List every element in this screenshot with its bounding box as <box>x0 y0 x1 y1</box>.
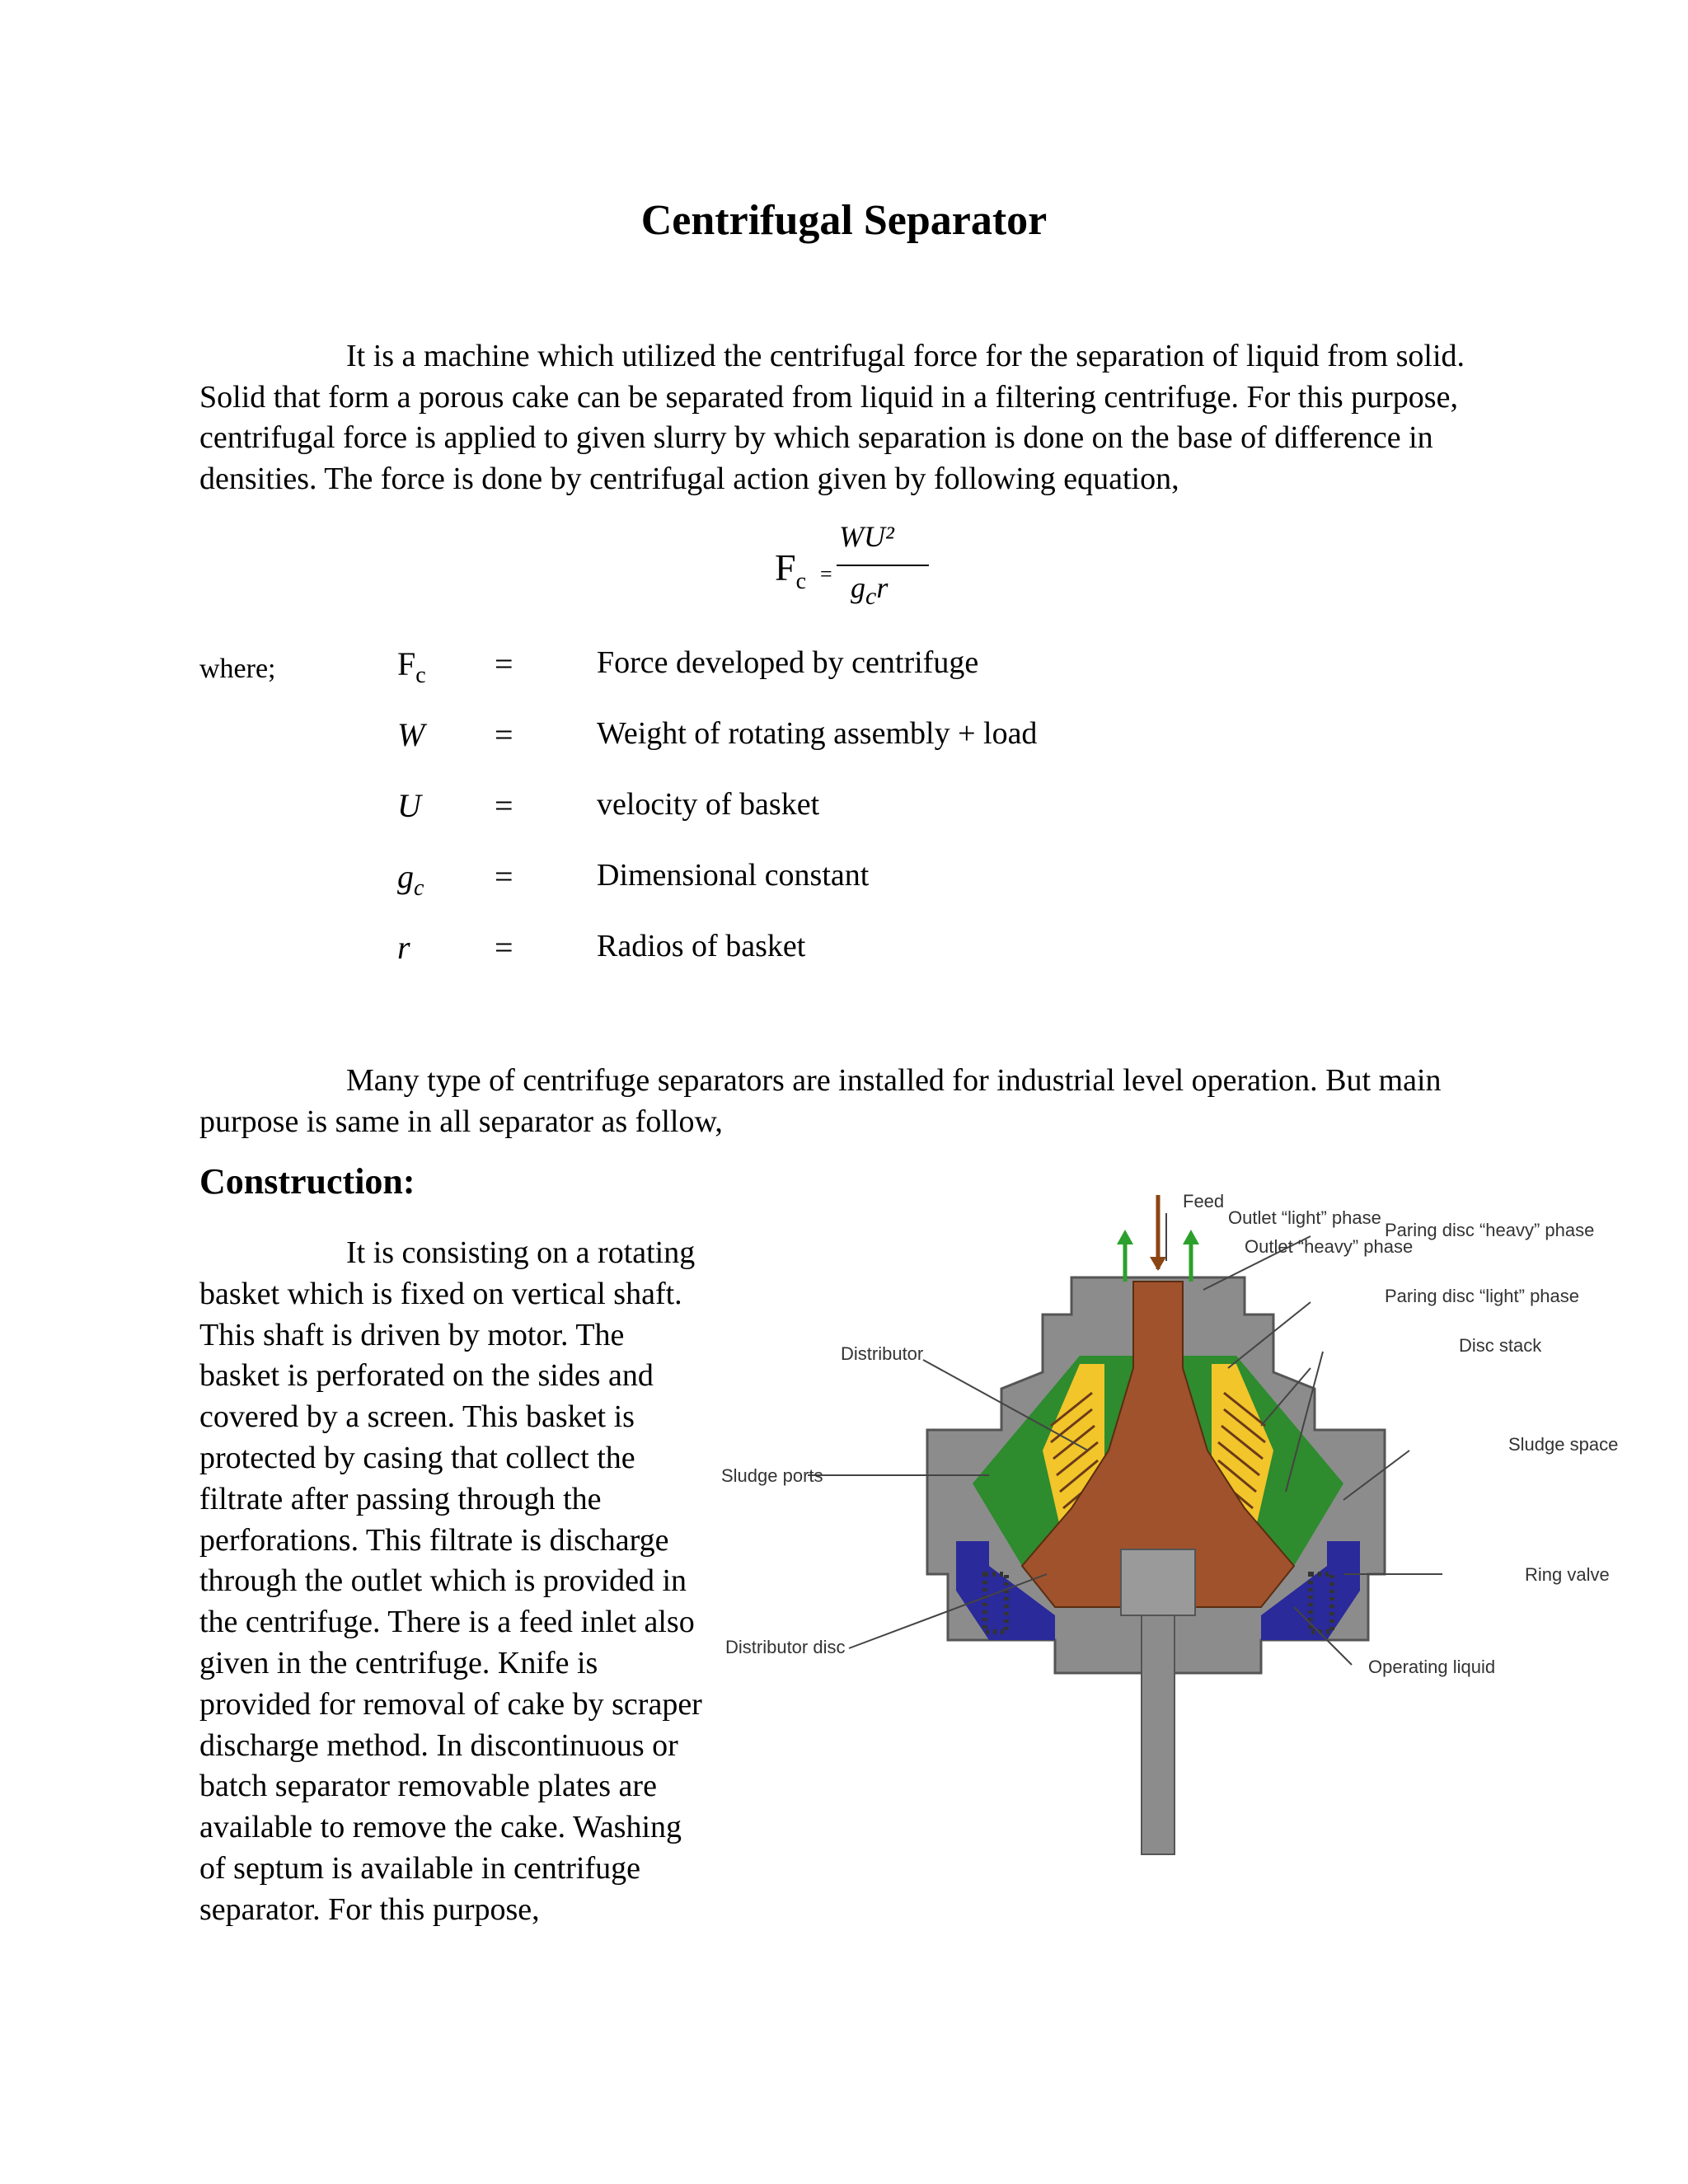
fraction-bar <box>837 565 929 566</box>
centrifugal-force-formula <box>775 519 923 618</box>
label-paring-heavy: Paring disc “heavy” phase <box>1385 1220 1595 1240</box>
label-outlet-light: Outlet “light” phase <box>1228 1207 1381 1228</box>
where-label: where; <box>199 654 276 684</box>
intro-text: It is a machine which utilized the centrifugal force for the separation of liquid from solid. Solid that form a porous cake can be separated from liquid in a filtering centrifuge. For this purpose, centrifugal force is applied to given slurry by which separation is done on the base of difference in densities. The force is done by centrifugal action given by following equation, <box>199 339 1465 496</box>
definition-symbol: $F_c$ <box>397 645 426 688</box>
definition-equals: = <box>495 929 513 966</box>
hub <box>1121 1549 1195 1615</box>
definition-text: Radios of basket <box>597 929 806 963</box>
definition-text: Weight of rotating assembly + load <box>597 716 1038 751</box>
label-feed: Feed <box>1183 1191 1225 1212</box>
label-distributor-disc: Distributor disc <box>725 1637 846 1657</box>
definition-symbol: W <box>397 716 425 753</box>
definition-text: velocity of basket <box>597 787 820 822</box>
definition-row <box>0 857 1688 907</box>
definition-equals: = <box>495 645 513 682</box>
vertical-shaft <box>1142 1607 1175 1854</box>
construction-heading: Construction: <box>199 1161 415 1202</box>
label-ring-valve: Ring valve <box>1525 1564 1610 1585</box>
definition-row <box>0 644 1688 694</box>
types-paragraph <box>199 1061 1485 1142</box>
definition-row <box>0 715 1688 765</box>
label-outlet-heavy: Outlet “heavy” phase <box>1245 1236 1414 1257</box>
definition-equals: = <box>495 787 513 824</box>
intro-paragraph <box>199 336 1485 499</box>
definition-symbol: r <box>397 929 410 966</box>
construction-text: It is consisting on a rotating basket which is fixed on vertical shaft. This shaft is driven by motor. The basket is perforated on the sides and covered by a screen. This basket is protected by casing that collect the filtrate after passing through the perforations. This filtrate is discharge through the outlet which is provided in the centrifuge. There is a feed inlet also given in the centrifuge. Knife is provided for removal of cake by scraper discharge method. In discontinuous or batch separator removable plates are available to remove the cake. Washing of septum is available in centrifuge separator. For this purpose, <box>199 1235 702 1927</box>
definition-equals: = <box>495 716 513 753</box>
formula-numerator: WU² <box>839 520 894 553</box>
page-title: Centrifugal Separator <box>640 197 1048 244</box>
construction-paragraph <box>199 1233 702 1931</box>
label-operating-liquid: Operating liquid <box>1368 1657 1496 1677</box>
definition-text: Dimensional constant <box>597 858 870 893</box>
definition-symbol: U <box>397 787 421 824</box>
definition-text: Force developed by centrifuge <box>597 645 979 680</box>
label-paring-light: Paring disc “light” phase <box>1385 1286 1580 1306</box>
label-sludge-ports: Sludge ports <box>721 1465 823 1486</box>
types-text: Many type of centrifuge separators are installed for industrial level operation. But main purpose is same in all separator as follow, <box>199 1063 1442 1139</box>
formula-lhs: $F_c$ <box>775 546 807 595</box>
formula-equals: = <box>820 562 832 586</box>
formula-denominator: $g_cr$ <box>851 571 889 611</box>
label-disc-stack: Disc stack <box>1459 1335 1542 1356</box>
definition-equals: = <box>495 858 513 895</box>
centrifugal-separator-diagram <box>717 1179 1657 1871</box>
label-sludge-space: Sludge space <box>1508 1434 1619 1455</box>
definition-row <box>0 786 1688 836</box>
definition-row <box>0 928 1688 977</box>
label-distributor: Distributor <box>841 1343 924 1364</box>
definition-symbol: $g_c$ <box>397 858 424 901</box>
